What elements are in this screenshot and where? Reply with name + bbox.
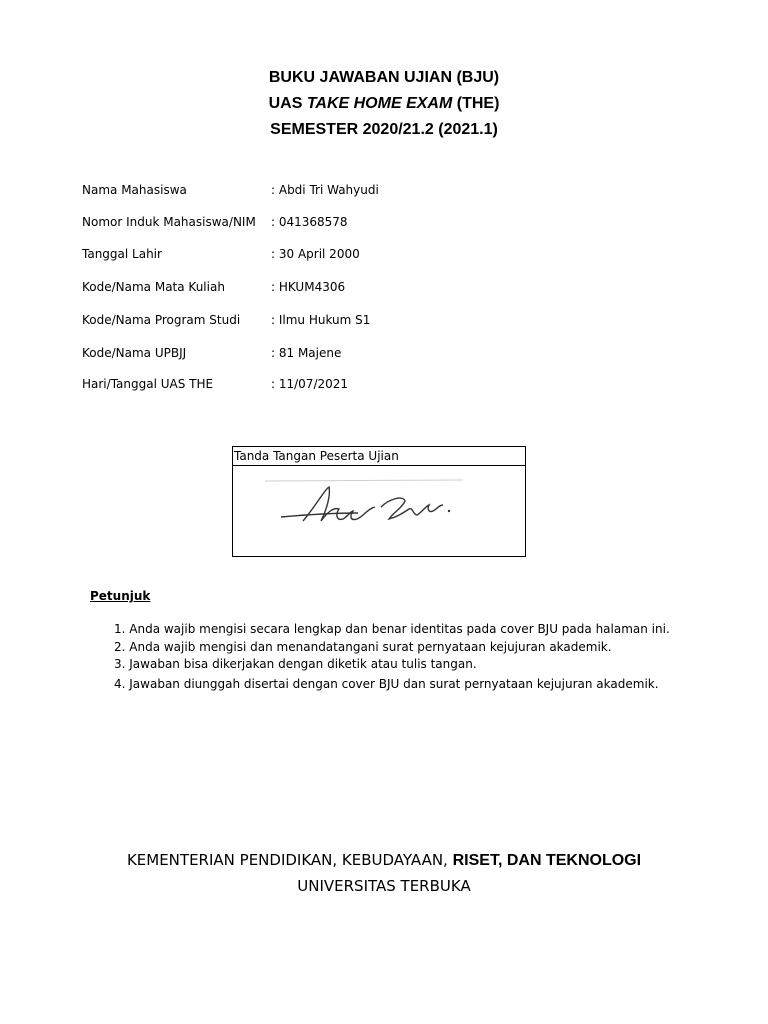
title-line-2-italic: TAKE HOME EXAM bbox=[306, 95, 453, 112]
info-value: : HKUM4306 bbox=[271, 280, 346, 294]
info-value: : 81 Majene bbox=[271, 346, 342, 360]
footer-university: UNIVERSITAS TERBUKA bbox=[297, 877, 471, 895]
title-line-2-prefix: UAS bbox=[268, 95, 307, 112]
instruction-item: 1. Anda wajib mengisi secara lengkap dan benar identitas pada cover BJU pada halaman ini. bbox=[114, 622, 670, 636]
info-label: Kode/Nama Program Studi bbox=[82, 313, 241, 327]
footer-ministry-normal: KEMENTERIAN PENDIDIKAN, KEBUDAYAAN, bbox=[126, 851, 453, 869]
signature-image bbox=[263, 477, 473, 547]
info-label: Kode/Nama UPBJJ bbox=[82, 346, 187, 360]
info-value: : Ilmu Hukum S1 bbox=[271, 313, 371, 327]
info-label: Tanggal Lahir bbox=[82, 247, 162, 261]
instruction-item: 2. Anda wajib mengisi dan menandatangani surat pernyataan kejujuran akademik. bbox=[114, 640, 612, 654]
signature-box bbox=[232, 446, 526, 557]
petunjuk-heading: Petunjuk bbox=[90, 589, 151, 603]
title-line-2-suffix: (THE) bbox=[452, 95, 500, 112]
info-value: : 30 April 2000 bbox=[271, 247, 360, 261]
title-line-1: BUKU JAWABAN UJIAN (BJU) bbox=[268, 69, 500, 86]
signature-header: Tanda Tangan Peserta Ujian bbox=[233, 447, 525, 466]
info-label: Hari/Tanggal UAS THE bbox=[82, 377, 214, 391]
title-line-2 bbox=[0, 95, 768, 113]
info-label: Nomor Induk Mahasiswa/NIM bbox=[82, 215, 256, 229]
info-label: Nama Mahasiswa bbox=[82, 183, 187, 197]
footer-ministry bbox=[0, 851, 768, 870]
footer-ministry-bold: RISET, DAN TEKNOLOGI bbox=[452, 852, 642, 869]
info-value: : Abdi Tri Wahyudi bbox=[271, 183, 379, 197]
info-value: : 041368578 bbox=[271, 215, 348, 229]
info-value: : 11/07/2021 bbox=[271, 377, 349, 391]
info-label: Kode/Nama Mata Kuliah bbox=[82, 280, 225, 294]
title-line-3: SEMESTER 2020/21.2 (2021.1) bbox=[270, 121, 498, 138]
instruction-item: 3. Jawaban bisa dikerjakan dengan diketik atau tulis tangan. bbox=[114, 657, 477, 671]
instruction-item: 4. Jawaban diunggah disertai dengan cover BJU dan surat pernyataan kejujuran akademik. bbox=[114, 677, 659, 691]
